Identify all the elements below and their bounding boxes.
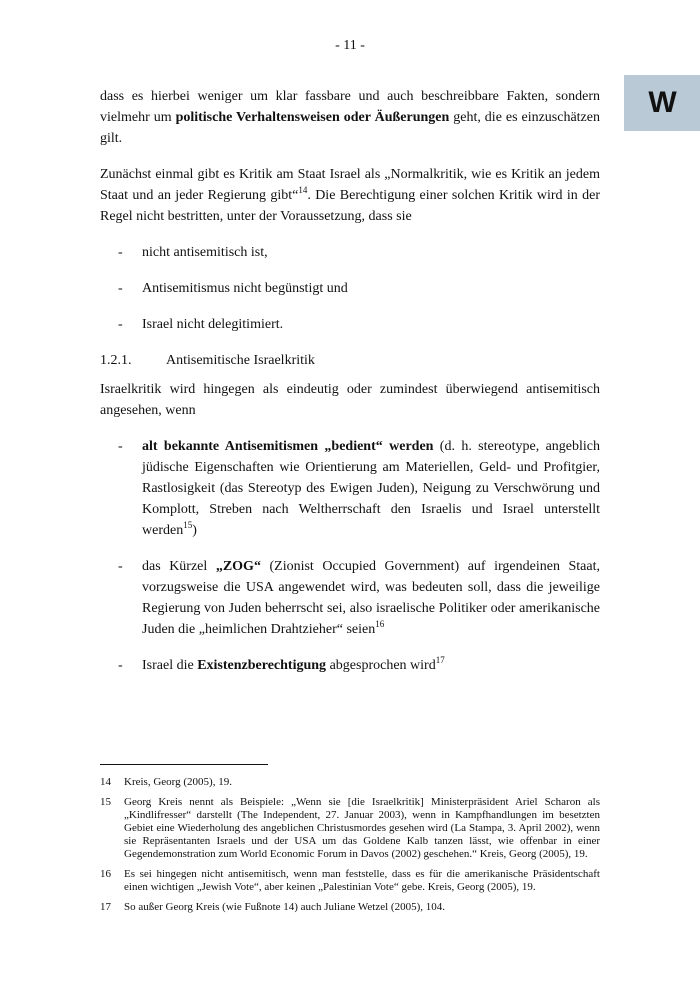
publisher-logo [624, 75, 700, 131]
list-item: - Israel nicht delegitimiert. [118, 317, 284, 332]
section-heading [100, 350, 600, 371]
footnote-ref-15[interactable]: 15 [183, 520, 193, 530]
list-item: - Antisemitismus nicht begünstigt und [118, 281, 348, 296]
page-number: - 11 - [335, 38, 365, 53]
paragraph-3: Israelkritik wird hingegen als eindeutig oder zumindest überwiegend antisemitisch angesehen, wenn [100, 382, 600, 418]
footnote-17: 17 So außer Georg Kreis (wie Fußnote 14) auch Juliane Wetzel (2005), 104. [100, 901, 445, 913]
paragraph-2: Zunächst einmal gibt es Kritik am Staat Israel als „Normalkritik, wie es Kritik an jedem Staat und an jeder Regierung gibt“$^{14}$. Die Berechtigung einer solchen Kritik wird in der Regel nicht bestritten, unter der Voraussetzung, dass sie [100, 167, 601, 224]
list-item: - alt bekannte Antisemitismen „bedient“ werden (d. h. stereotype, angeblich jüdische Eigenschaften wie Orientierung am Materiellen, Geld- und Profitgier, Rastlosigkeit (das Stereotyp des Ewigen Juden), Neigung zu Verschwörung und Komplott, Streben nach Weltherrschaft den Israelis und Israel unterstellt werden$^{15}$) [118, 439, 600, 538]
footnote-14: 14 Kreis, Georg (2005), 19. [100, 776, 232, 788]
list-item: - nicht antisemitisch ist, [118, 245, 268, 260]
criteria-list [100, 436, 600, 676]
bold-phrase: politische Verhaltensweisen oder Äußerungen [175, 110, 450, 125]
conditions-list [100, 242, 600, 335]
footnote-ref-14[interactable]: 14 [298, 185, 308, 195]
list-item: - Israel die Existenzberechtigung abgesprochen wird$^{17}$ [118, 655, 445, 673]
footnote-divider [100, 764, 268, 765]
footnote-16: 16 Es sei hingegen nicht antisemitisch, wenn man feststelle, dass es für die amerikanische Präsidentschaft einen wichtigen „Jewish Vote“, aber keinen „Palestinian Vote“ gebe. Kreis, Georg (2005), 19. [100, 868, 600, 893]
main-text [100, 86, 600, 691]
paragraph-1: dass es hierbei weniger um klar fassbare und auch beschreibbare Fakten, sondern vielmehr um politische Verhaltensweisen oder Äußerungen geht, die es einzuschätzen gilt. [100, 89, 600, 146]
footnote-ref-17[interactable]: 17 [435, 655, 445, 665]
section-title: Antisemitische Israelkritik [166, 353, 315, 368]
footnotes [100, 776, 600, 921]
section-number: 1.2.1. [100, 353, 132, 368]
footnote-ref-16[interactable]: 16 [375, 619, 385, 629]
footnote-15: 15 Georg Kreis nennt als Beispiele: „Wenn sie [die Israelkritik] Ministerpräsident Ariel Scharon als „Kindlifresser“ darstellt (The Independent, 27. Januar 2003), wenn in Kampfhandlungen im besetzten Gebiet eine Wiederholung des angeblichen Christusmordes gesehen wird (La Stampa, 3. April 2002), wenn sie Repräsentanten Israels und der USA um das Goldene Kalb tanzen lässt, wie offenbar in einer Gegendemonstration zum World Economic Forum in Davos (2002) geschehen.“ Kreis, Georg (2005), 19. [100, 796, 600, 860]
list-item: - das Kürzel „ZOG“ (Zionist Occupied Government) auf irgendeinen Staat, vorzugsweise die USA angewendet wird, was bedeuten soll, dass die jeweilige Regierung von Juden beherrscht sei, also israelische Politiker oder amerikanische Juden die „heimlichen Drahtzieher“ seien$^{16}$ [118, 559, 600, 637]
logo-letter: W [648, 86, 676, 119]
